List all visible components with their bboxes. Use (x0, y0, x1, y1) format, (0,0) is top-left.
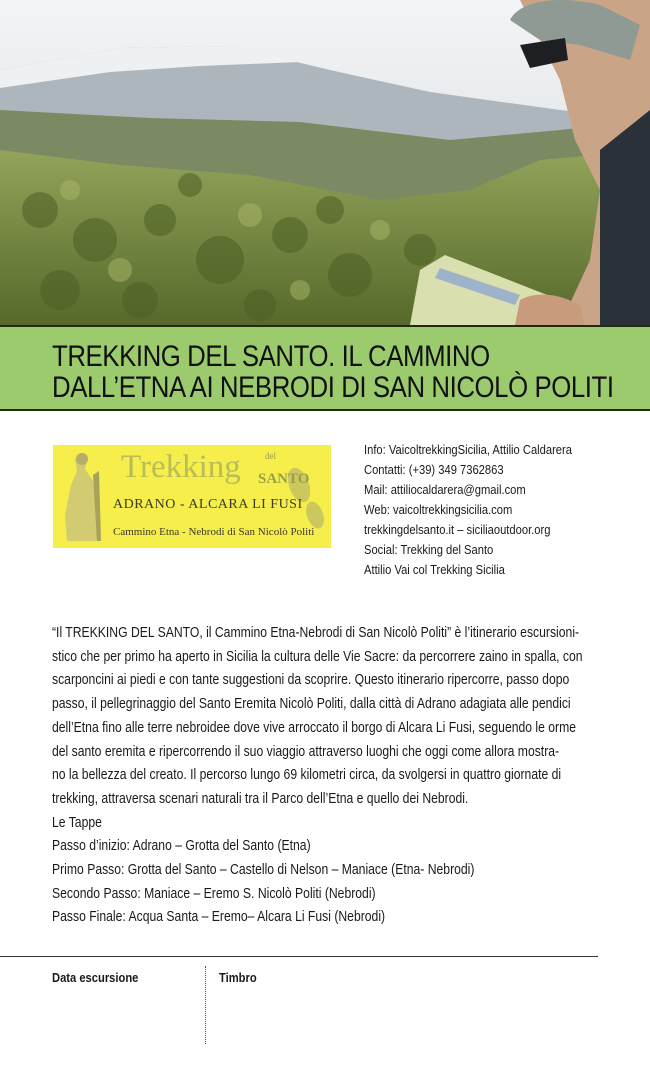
body-line: “Il TREKKING DEL SANTO, il Cammino Etna-Nebrodi di San Nicolò Politi” è l’itinerario escursioni- (52, 625, 580, 641)
stage-item: Secondo Passo: Maniace – Eremo S. Nicolò Politi (Nebrodi) (52, 885, 376, 902)
date-field-label: Data escursione (52, 970, 139, 985)
body-line: del santo eremita e ripercorrendo il suo viaggio attraverso luoghi che oggi come allora mostra- (52, 743, 560, 760)
info-social-2: Attilio Vai col Trekking Sicilia (364, 562, 505, 577)
stage-item: Primo Passo: Grotta del Santo – Castello di Nelson – Maniace (Etna- Nebrodi) (52, 862, 475, 879)
hero-photo (0, 0, 650, 325)
logo-subtitle: Cammino Etna - Nebrodi di San Nicolò Politi (113, 526, 315, 538)
info-web: Web: vaicoltrekkingsicilia.com (364, 502, 513, 517)
page-title (52, 340, 614, 404)
body-line: stico che per primo ha aperto in Sicilia la cultura delle Vie Sacre: da percorrere zaino in spalla, con (52, 648, 583, 665)
body-line: scarponcini ai piedi e con tante suggestioni da scoprire. Questo itinerario ripercorre, passo dopo (52, 672, 570, 689)
stages-heading: Le Tappe (52, 814, 102, 831)
trekking-del-santo-logo (53, 445, 331, 548)
info-email: Mail: attiliocaldarera@gmail.com (364, 482, 526, 497)
form-divider (0, 956, 598, 957)
form-column-divider (205, 966, 206, 1044)
logo-del: del (265, 451, 276, 461)
stage-item: Passo Finale: Acqua Santa – Eremo– Alcara Li Fusi (Nebrodi) (52, 909, 386, 926)
info-social: Social: Trekking del Santo (364, 542, 494, 557)
mountain-landscape-illustration (0, 0, 650, 325)
title-line-2: DALL’ETNA AI NEBRODI DI SAN NICOLÒ POLITI (52, 371, 614, 404)
logo-santo: SANTO (258, 471, 310, 487)
body-line: trekking, attraversa scenari naturali tra il Parco dell’Etna e quello dei Nebrodi. (52, 790, 469, 807)
contact-info (364, 440, 646, 580)
info-websites: trekkingdelsanto.it – siciliaoutdoor.org (364, 522, 551, 537)
stage-item: Passo d’inizio: Adrano – Grotta del Santo (Etna) (52, 838, 311, 855)
title-band (0, 325, 650, 411)
info-phone: Contatti: (+39) 349 7362863 (364, 462, 504, 477)
logo-wordmark: Trekking (121, 449, 241, 485)
info-line: Info: VaicoltrekkingSicilia, Attilio Caldarera (364, 442, 572, 457)
title-line-1: TREKKING DEL SANTO. IL CAMMINO (52, 340, 490, 373)
logo-route: ADRANO - ALCARA LI FUSI (113, 497, 303, 512)
body-line: passo, il pellegrinaggio del Santo Eremita Nicolò Politi, dalla città di Adrano adagiata alle pendici (52, 696, 571, 713)
stamp-field-label: Timbro (219, 970, 257, 985)
body-line: dell’Etna fino alle terre nebroidee dove vive arroccato il borgo di Alcara Li Fusi, seguendo le orme (52, 719, 577, 736)
description-text (52, 622, 613, 930)
body-line: no la bellezza del creato. Il percorso lungo 69 kilometri circa, da svolgersi in quattro giornate di (52, 767, 562, 784)
